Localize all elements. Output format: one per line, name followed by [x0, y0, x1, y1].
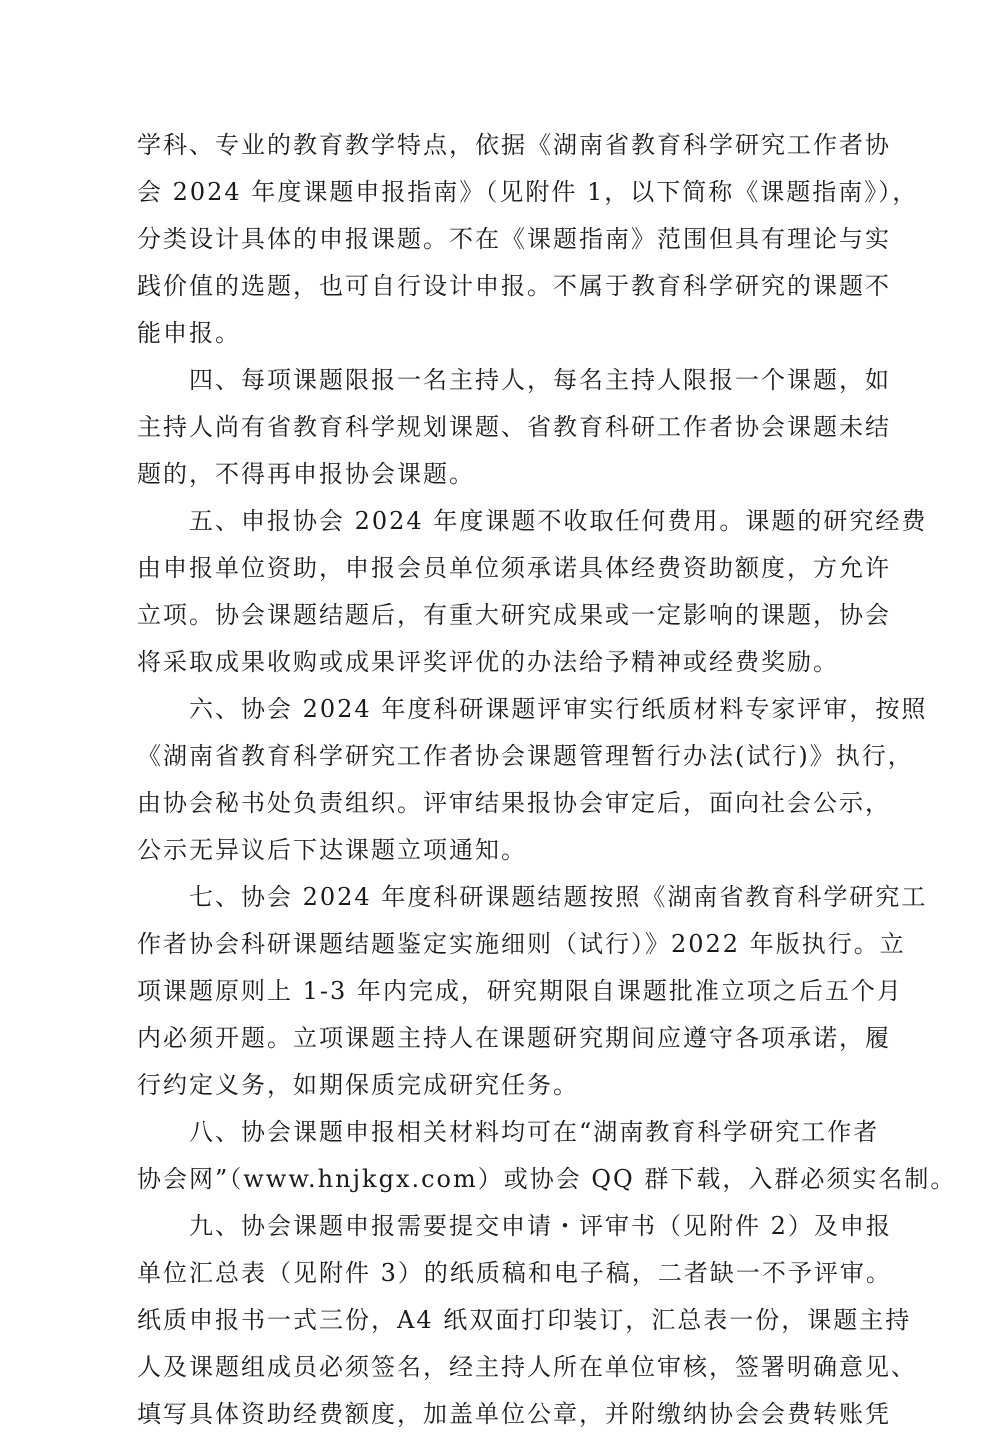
paragraph-5-start: 五、申报协会 2024 年度课题不收取任何费用。课题的研究经费: [189, 507, 928, 535]
text-line: 纸质申报书一式三份，A4 纸双面打印装订，汇总表一份，课题主持: [137, 1306, 912, 1334]
text-line: 会 2024 年度课题申报指南》（见附件 1，以下简称《课题指南》），: [137, 178, 919, 206]
text-line: 分类设计具体的申报课题。不在《课题指南》范围但具有理论与实: [137, 225, 891, 253]
document-body: [137, 122, 957, 1438]
paragraph-8-start: 八、协会课题申报相关材料均可在“湖南教育科学研究工作者: [189, 1118, 880, 1146]
text-line: 将采取成果收购或成果评奖评优的办法给予精神或经费奖励。: [137, 648, 839, 676]
text-line: 立项。协会课题结题后，有重大研究成果或一定影响的课题，协会: [137, 601, 891, 629]
paragraph-4-start: 四、每项课题限报一名主持人，每名主持人限报一个课题，如: [189, 366, 891, 394]
text-line: 能申报。: [137, 319, 241, 347]
text-line: 由协会秘书处负责组织。评审结果报协会审定后，面向社会公示，: [137, 789, 891, 817]
text-line: 由申报单位资助，申报会员单位须承诺具体经费资助额度，方允许: [137, 554, 891, 582]
text-line: 人及课题组成员必须签名，经主持人所在单位审核，签署明确意见、: [137, 1353, 917, 1381]
text-line: 《湖南省教育科学研究工作者协会课题管理暂行办法(试行)》执行，: [137, 742, 914, 770]
text-line: 主持人尚有省教育科学规划课题、省教育科研工作者协会课题未结: [137, 413, 891, 441]
text-line: 题的，不得再申报协会课题。: [137, 460, 475, 488]
text-line: 协会网”（www.hnjkgx.com）或协会 QQ 群下载，入群必须实名制。: [137, 1165, 957, 1193]
text-line: 学科、专业的教育教学特点，依据《湖南省教育科学研究工作者协: [137, 131, 891, 159]
text-line: 践价值的选题，也可自行设计申报。不属于教育科学研究的课题不: [137, 272, 891, 300]
text-line: 行约定义务，如期保质完成研究任务。: [137, 1071, 579, 1099]
paragraph-9-start: 九、协会课题申报需要提交申请・评审书（见附件 2）及申报: [189, 1212, 892, 1240]
paragraph-7-start: 七、协会 2024 年度科研课题结题按照《湖南省教育科学研究工: [189, 883, 928, 911]
text-line: 填写具体资助经费额度，加盖单位公章，并附缴纳协会会费转账凭: [137, 1400, 891, 1428]
text-line: 单位汇总表（见附件 3）的纸质稿和电子稿，二者缺一不予评审。: [137, 1259, 892, 1287]
paragraph-6-start: 六、协会 2024 年度科研课题评审实行纸质材料专家评审，按照: [189, 695, 928, 723]
text-line: 内必须开题。立项课题主持人在课题研究期间应遵守各项承诺，履: [137, 1024, 891, 1052]
text-line: 项课题原则上 1-3 年内完成，研究期限自课题批准立项之后五个月: [137, 977, 903, 1005]
text-line: 作者协会科研课题结题鉴定实施细则（试行）》2022 年版执行。立: [137, 930, 906, 958]
text-line: 公示无异议后下达课题立项通知。: [137, 836, 527, 864]
